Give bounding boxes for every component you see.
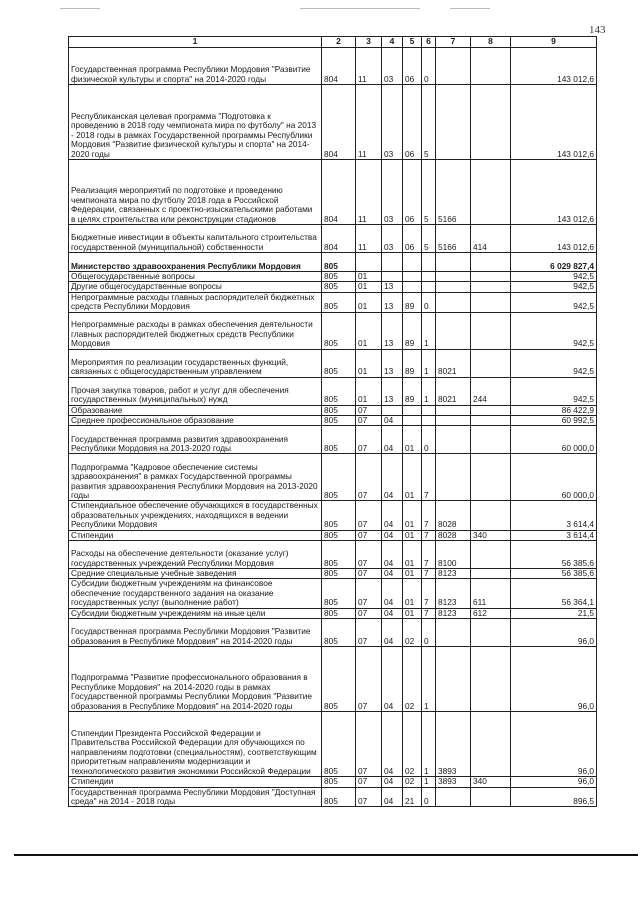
table-row	[69, 501, 597, 530]
code-cell: 04	[382, 777, 403, 787]
code-cell: 7	[422, 608, 436, 618]
amount-cell: 56 385,6	[511, 569, 597, 579]
code-cell: 805	[322, 426, 356, 454]
code-cell: 805	[322, 541, 356, 569]
table-row	[69, 426, 597, 454]
code-cell: 06	[403, 85, 422, 160]
amount-cell: 96,0	[511, 647, 597, 712]
code-cell	[422, 282, 436, 292]
code-cell: 805	[322, 454, 356, 501]
table-row	[69, 777, 597, 787]
code-cell	[403, 272, 422, 282]
amount-cell: 96,0	[511, 619, 597, 647]
amount-cell: 96,0	[511, 712, 597, 777]
code-cell	[471, 253, 511, 272]
code-cell: 805	[322, 292, 356, 312]
code-cell: 07	[356, 619, 382, 647]
table-row	[69, 579, 597, 608]
code-cell: 8028	[436, 501, 471, 530]
code-cell	[471, 282, 511, 292]
amount-cell: 6 029 827,4	[511, 253, 597, 272]
code-cell	[436, 282, 471, 292]
column-header: 9	[511, 37, 597, 48]
code-cell: 03	[382, 225, 403, 253]
code-cell: 805	[322, 619, 356, 647]
code-cell: 07	[356, 530, 382, 540]
code-cell: 01	[403, 530, 422, 540]
amount-cell: 60 992,5	[511, 416, 597, 426]
code-cell: 805	[322, 608, 356, 618]
code-cell: 04	[382, 501, 403, 530]
code-cell: 89	[403, 312, 422, 349]
code-cell: 5	[422, 225, 436, 253]
code-cell	[356, 253, 382, 272]
code-cell: 07	[356, 787, 382, 807]
code-cell: 01	[356, 272, 382, 282]
row-name-cell: Государственная программа Республики Мордовия "Развитие образования в Республике Мордовия" на 2014-2020 годы	[69, 619, 322, 647]
code-cell	[471, 272, 511, 282]
table-row	[69, 569, 597, 579]
code-cell: 06	[403, 48, 422, 85]
code-cell: 804	[322, 225, 356, 253]
code-cell: 01	[403, 579, 422, 608]
code-cell: 1	[422, 312, 436, 349]
code-cell	[422, 416, 436, 426]
code-cell: 804	[322, 85, 356, 160]
code-cell: 07	[356, 501, 382, 530]
code-cell	[422, 272, 436, 282]
code-cell: 07	[356, 579, 382, 608]
code-cell: 06	[403, 225, 422, 253]
code-cell	[471, 416, 511, 426]
code-cell: 1	[422, 777, 436, 787]
table-body	[69, 48, 597, 807]
table-row	[69, 292, 597, 312]
row-name-cell: Расходы на обеспечение деятельности (оказание услуг) государственных учреждений Республики Мордовия	[69, 541, 322, 569]
table-row	[69, 530, 597, 540]
row-name-cell: Субсидии бюджетным учреждениям на финансовое обеспечение государственного задания на оказание государственных услуг (выполнение работ)	[69, 579, 322, 608]
amount-cell: 942,5	[511, 272, 597, 282]
code-cell: 01	[356, 282, 382, 292]
code-cell: 13	[382, 292, 403, 312]
table-row	[69, 312, 597, 349]
scan-artifact	[300, 8, 420, 9]
code-cell: 1	[422, 647, 436, 712]
code-cell	[471, 292, 511, 312]
code-cell	[471, 48, 511, 85]
row-name-cell: Стипендии	[69, 530, 322, 540]
code-cell: 340	[471, 777, 511, 787]
code-cell	[436, 292, 471, 312]
code-cell	[471, 454, 511, 501]
code-cell	[422, 405, 436, 415]
code-cell: 5	[422, 85, 436, 160]
code-cell	[471, 160, 511, 225]
row-name-cell: Субсидии бюджетным учреждениям на иные цели	[69, 608, 322, 618]
table-row	[69, 787, 597, 807]
code-cell	[436, 416, 471, 426]
code-cell: 805	[322, 530, 356, 540]
table-row	[69, 619, 597, 647]
row-name-cell: Прочая закупка товаров, работ и услуг для обеспечения государственных (муниципальных) нужд	[69, 377, 322, 405]
code-cell: 04	[382, 569, 403, 579]
code-cell: 8028	[436, 530, 471, 540]
code-cell: 7	[422, 541, 436, 569]
amount-cell: 942,5	[511, 312, 597, 349]
row-name-cell: Стипендиальное обеспечение обучающихся в государственных образовательных учреждениях, находящихся в ведении Республики Мордовия	[69, 501, 322, 530]
code-cell: 611	[471, 579, 511, 608]
code-cell: 04	[382, 541, 403, 569]
scan-artifact	[60, 8, 100, 9]
table-row	[69, 405, 597, 415]
code-cell	[436, 272, 471, 282]
code-cell	[471, 569, 511, 579]
code-cell: 07	[356, 416, 382, 426]
header-row	[69, 37, 597, 48]
code-cell: 7	[422, 530, 436, 540]
code-cell: 340	[471, 530, 511, 540]
code-cell: 01	[356, 349, 382, 377]
code-cell: 04	[382, 608, 403, 618]
code-cell: 04	[382, 426, 403, 454]
row-name-cell: Республиканская целевая программа "Подготовка к проведению в 2018 году чемпионата мира по футболу" на 2013 - 2018 годы в рамках Государственной программы Республики Мордовия "Развитие физической культуры и спорта" на 2014-2020 годы	[69, 85, 322, 160]
code-cell: 07	[356, 608, 382, 618]
code-cell: 11	[356, 48, 382, 85]
amount-cell: 3 614,4	[511, 501, 597, 530]
code-cell	[471, 312, 511, 349]
code-cell: 5166	[436, 160, 471, 225]
code-cell: 07	[356, 454, 382, 501]
row-name-cell: Другие общегосударственные вопросы	[69, 282, 322, 292]
amount-cell: 60 000,0	[511, 454, 597, 501]
code-cell	[382, 272, 403, 282]
code-cell: 805	[322, 712, 356, 777]
code-cell: 01	[356, 292, 382, 312]
code-cell: 805	[322, 349, 356, 377]
code-cell: 805	[322, 405, 356, 415]
code-cell: 01	[403, 541, 422, 569]
row-name-cell: Непрограммные расходы главных распорядителей бюджетных средств Республики Мордовия	[69, 292, 322, 312]
code-cell: 07	[356, 426, 382, 454]
amount-cell: 143 012,6	[511, 85, 597, 160]
row-name-cell: Стипендии	[69, 777, 322, 787]
code-cell: 01	[403, 454, 422, 501]
amount-cell: 21,5	[511, 608, 597, 618]
table-row	[69, 712, 597, 777]
column-header: 1	[69, 37, 322, 48]
code-cell: 03	[382, 48, 403, 85]
code-cell: 02	[403, 777, 422, 787]
row-name-cell: Образование	[69, 405, 322, 415]
code-cell	[382, 405, 403, 415]
amount-cell: 56 385,6	[511, 541, 597, 569]
code-cell: 01	[403, 501, 422, 530]
amount-cell: 86 422,9	[511, 405, 597, 415]
code-cell: 7	[422, 501, 436, 530]
code-cell: 89	[403, 349, 422, 377]
code-cell: 04	[382, 530, 403, 540]
code-cell	[422, 253, 436, 272]
table-row	[69, 416, 597, 426]
code-cell: 02	[403, 712, 422, 777]
code-cell: 13	[382, 377, 403, 405]
column-header: 6	[422, 37, 436, 48]
column-header: 7	[436, 37, 471, 48]
amount-cell: 60 000,0	[511, 426, 597, 454]
table-row	[69, 48, 597, 85]
code-cell: 805	[322, 312, 356, 349]
row-name-cell: Подпрограмма "Кадровое обеспечение системы здравоохранения" в рамках Государственной программы развития здравоохранения Республики Мордовия на 2013-2020 годы	[69, 454, 322, 501]
code-cell	[436, 253, 471, 272]
table-row	[69, 160, 597, 225]
code-cell: 13	[382, 282, 403, 292]
column-header: 3	[356, 37, 382, 48]
code-cell: 3893	[436, 712, 471, 777]
code-cell: 07	[356, 541, 382, 569]
code-cell: 01	[403, 608, 422, 618]
code-cell	[436, 85, 471, 160]
amount-cell: 942,5	[511, 292, 597, 312]
code-cell: 04	[382, 416, 403, 426]
code-cell: 0	[422, 619, 436, 647]
code-cell	[471, 712, 511, 777]
code-cell: 02	[403, 647, 422, 712]
table-row	[69, 541, 597, 569]
code-cell: 804	[322, 160, 356, 225]
code-cell: 0	[422, 48, 436, 85]
code-cell: 07	[356, 647, 382, 712]
code-cell	[471, 426, 511, 454]
code-cell: 805	[322, 416, 356, 426]
code-cell: 03	[382, 160, 403, 225]
code-cell: 612	[471, 608, 511, 618]
row-name-cell: Государственная программа Республики Мордовия "Развитие физической культуры и спорта" на 2014-2020 годы	[69, 48, 322, 85]
code-cell: 11	[356, 225, 382, 253]
code-cell: 3893	[436, 777, 471, 787]
scan-artifact	[450, 8, 490, 9]
code-cell: 805	[322, 377, 356, 405]
row-name-cell: Среднее профессиональное образование	[69, 416, 322, 426]
code-cell	[403, 253, 422, 272]
row-name-cell: Средние специальные учебные заведения	[69, 569, 322, 579]
code-cell: 04	[382, 619, 403, 647]
code-cell: 01	[403, 426, 422, 454]
code-cell: 04	[382, 579, 403, 608]
code-cell: 5	[422, 160, 436, 225]
code-cell: 804	[322, 48, 356, 85]
table-row	[69, 454, 597, 501]
code-cell: 07	[356, 569, 382, 579]
amount-cell: 942,5	[511, 377, 597, 405]
amount-cell: 96,0	[511, 777, 597, 787]
code-cell	[471, 405, 511, 415]
code-cell	[403, 405, 422, 415]
code-cell	[436, 619, 471, 647]
code-cell: 7	[422, 454, 436, 501]
code-cell: 7	[422, 569, 436, 579]
code-cell: 805	[322, 501, 356, 530]
table-row	[69, 253, 597, 272]
code-cell: 805	[322, 253, 356, 272]
row-name-cell: Мероприятия по реализации государственных функций, связанных с общегосударственным управлением	[69, 349, 322, 377]
code-cell: 13	[382, 349, 403, 377]
page-number: 143	[589, 24, 606, 36]
code-cell: 805	[322, 569, 356, 579]
code-cell: 0	[422, 787, 436, 807]
code-cell: 0	[422, 292, 436, 312]
amount-cell: 143 012,6	[511, 225, 597, 253]
column-header: 8	[471, 37, 511, 48]
table-row	[69, 85, 597, 160]
amount-cell: 942,5	[511, 349, 597, 377]
row-name-cell: Стипендии Президента Российской Федерации и Правительства Российской Федерации для обучающихся по направлениям подготовки (специальностям), соответствующим приоритетным направлениям модернизации и технологического развития экономики Российской Федерации	[69, 712, 322, 777]
code-cell: 01	[403, 569, 422, 579]
code-cell: 8100	[436, 541, 471, 569]
code-cell: 04	[382, 454, 403, 501]
code-cell: 03	[382, 85, 403, 160]
amount-cell: 56 364,1	[511, 579, 597, 608]
code-cell	[471, 619, 511, 647]
table-row	[69, 272, 597, 282]
code-cell: 805	[322, 787, 356, 807]
table-row	[69, 225, 597, 253]
code-cell	[403, 282, 422, 292]
code-cell: 805	[322, 777, 356, 787]
budget-table	[68, 36, 597, 807]
code-cell	[436, 426, 471, 454]
code-cell	[436, 312, 471, 349]
code-cell	[436, 647, 471, 712]
code-cell: 8123	[436, 569, 471, 579]
footer-rule	[14, 854, 638, 856]
code-cell	[471, 541, 511, 569]
code-cell: 89	[403, 377, 422, 405]
code-cell	[436, 787, 471, 807]
row-name-cell: Бюджетные инвестиции в объекты капитального строительства государственной (муниципальной) собственности	[69, 225, 322, 253]
code-cell: 8021	[436, 377, 471, 405]
code-cell: 805	[322, 282, 356, 292]
table-row	[69, 377, 597, 405]
code-cell: 02	[403, 619, 422, 647]
code-cell: 8123	[436, 608, 471, 618]
code-cell: 1	[422, 349, 436, 377]
code-cell: 13	[382, 312, 403, 349]
row-name-cell: Государственная программа развития здравоохранения Республики Мордовия на 2013-2020 годы	[69, 426, 322, 454]
code-cell: 11	[356, 85, 382, 160]
row-name-cell: Государственная программа Республики Мордовия "Доступная среда" на 2014 - 2018 годы	[69, 787, 322, 807]
code-cell: 8021	[436, 349, 471, 377]
amount-cell: 143 012,6	[511, 48, 597, 85]
row-name-cell: Общегосударственные вопросы	[69, 272, 322, 282]
code-cell: 01	[356, 377, 382, 405]
code-cell	[382, 253, 403, 272]
code-cell: 805	[322, 579, 356, 608]
code-cell: 1	[422, 712, 436, 777]
code-cell	[471, 647, 511, 712]
code-cell: 01	[356, 312, 382, 349]
amount-cell: 3 614,4	[511, 530, 597, 540]
table-row	[69, 349, 597, 377]
row-name-cell: Министерство здравоохранения Республики Мордовия	[69, 253, 322, 272]
code-cell: 89	[403, 292, 422, 312]
code-cell: 06	[403, 160, 422, 225]
code-cell: 805	[322, 272, 356, 282]
row-name-cell: Реализация мероприятий по подготовке и проведению чемпионата мира по футболу 2018 года в Российской Федерации, связанных с проектно-изыскательскими работами в целях строительства или реконструкции стадионов	[69, 160, 322, 225]
code-cell: 07	[356, 405, 382, 415]
code-cell: 0	[422, 426, 436, 454]
code-cell: 21	[403, 787, 422, 807]
code-cell: 04	[382, 787, 403, 807]
column-header: 2	[322, 37, 356, 48]
code-cell	[471, 787, 511, 807]
code-cell	[436, 48, 471, 85]
code-cell	[471, 501, 511, 530]
code-cell: 7	[422, 579, 436, 608]
row-name-cell: Подпрограмма "Развитие профессионального образования в Республике Мордовия" на 2014-2020 годы в рамках Государственной программы Республики Мордовия "Развитие образования в Республике Мордовия" на 2014-2020 годы	[69, 647, 322, 712]
code-cell: 07	[356, 712, 382, 777]
code-cell: 1	[422, 377, 436, 405]
code-cell: 414	[471, 225, 511, 253]
code-cell: 04	[382, 712, 403, 777]
code-cell: 04	[382, 647, 403, 712]
code-cell: 07	[356, 777, 382, 787]
code-cell: 5166	[436, 225, 471, 253]
code-cell	[471, 85, 511, 160]
column-header: 4	[382, 37, 403, 48]
code-cell: 11	[356, 160, 382, 225]
code-cell	[471, 349, 511, 377]
table-row	[69, 647, 597, 712]
code-cell	[436, 405, 471, 415]
table-row	[69, 608, 597, 618]
amount-cell: 143 012,6	[511, 160, 597, 225]
code-cell: 8123	[436, 579, 471, 608]
code-cell	[436, 454, 471, 501]
code-cell: 805	[322, 647, 356, 712]
amount-cell: 896,5	[511, 787, 597, 807]
column-header: 5	[403, 37, 422, 48]
code-cell	[403, 416, 422, 426]
row-name-cell: Непрограммные расходы в рамках обеспечения деятельности главных распорядителей бюджетных средств Республики Мордовия	[69, 312, 322, 349]
code-cell: 244	[471, 377, 511, 405]
table-row	[69, 282, 597, 292]
amount-cell: 942,5	[511, 282, 597, 292]
